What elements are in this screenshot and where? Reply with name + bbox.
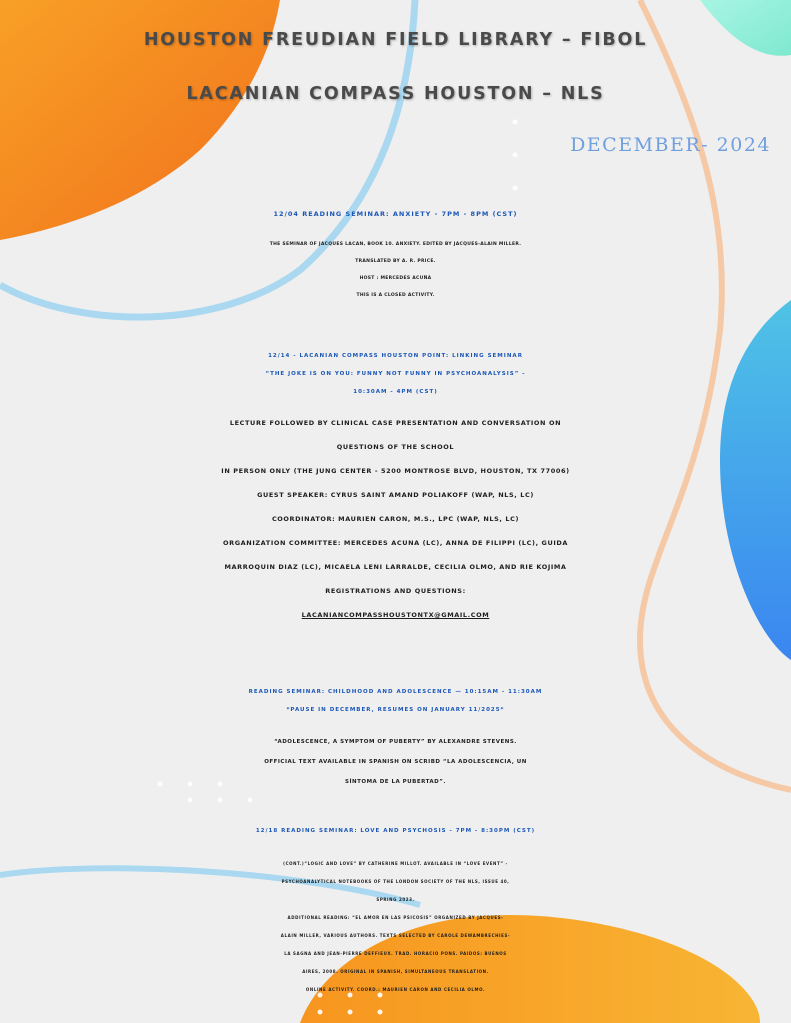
event-4-body-line: ALAIN MILLER, VARIOUS AUTHORS. TEXTS SELECTED BY CAROLE DEWAMBRECHIES- [280, 933, 511, 938]
event-3-heading-line: *PAUSE IN DECEMBER, RESUMES ON JANUARY 11/2025* [286, 707, 505, 713]
event-4-body-line: PSYCHOANALYTICAL NOTEBOOKS OF THE LONDON SOCIETY OF THE NLS, ISSUE 40, [281, 879, 510, 884]
event-4-heading-line: 12/18 READING SEMINAR: LOVE AND PSYCHOSIS - 7PM - 8:30PM (CST) [255, 828, 536, 834]
event-4-body-line: SPRING 2023. [376, 897, 415, 902]
event-2-body-line: LECTURE FOLLOWED BY CLINICAL CASE PRESENTATION AND CONVERSATION ON [229, 419, 562, 427]
event-4-body-line: ADDITIONAL READING: “EL AMOR EN LAS PSICOSIS” ORGANIZED BY JACQUES- [287, 915, 504, 920]
event-1-body-line: HOST : MERCEDES ACUÑA [359, 276, 432, 281]
event-3-body-line: “ADOLESCENCE, A SYMPTOM OF PUBERTY” BY ALEXANDRE STEVENS. [274, 739, 517, 745]
event-4-body-line: LA SAGNA AND JEAN-PIERRE DEFFIEUX. TRAD. HORACIO PONS. PAIDOS: BUENOS [284, 951, 507, 956]
event-2-heading-line: “THE JOKE IS ON YOU: FUNNY NOT FUNNY IN PSYCHOANALYSIS” - [265, 371, 526, 377]
event-1-heading [0, 205, 791, 224]
event-2-body-line: MARROQUIN DIAZ (LC), MICAELA LENI LARRALDE, CECILIA OLMO, AND RIE KOJIMA [224, 563, 567, 571]
event-3-heading-line: READING SEMINAR: CHILDHOOD AND ADOLESCENCE — 10:15AM - 11:30AM [248, 689, 543, 695]
contact-email-link[interactable]: LACANIANCOMPASSHOUSTONTX@GMAIL.COM [301, 611, 490, 619]
event-2-heading-line: 12/14 - LACANIAN COMPASS HOUSTON POINT: LINKING SEMINAR [268, 353, 523, 359]
event-2-body-line: GUEST SPEAKER: CYRUS SAINT AMAND POLIAKOFF (WAP, NLS, LC) [257, 491, 534, 499]
event-4-body-line: AIRES, 2008. ORIGINAL IN SPANISH, SIMULTANEOUS TRANSLATION. [302, 969, 489, 974]
event-4-body-line: (CONT.)“LOGIC AND LOVE” BY CATHERINE MILLOT. AVAILABLE IN “LOVE EVENT” - [283, 861, 508, 866]
event-3-heading [0, 683, 791, 719]
event-1-heading-line: 12/04 READING SEMINAR: ANXIETY - 7PM - 8PM (CST) [273, 210, 518, 218]
event-2-heading-line: 10:30AM - 4PM (CST) [353, 389, 438, 395]
event-1-body-line: TRANSLATED BY A. R. PRICE. [355, 259, 436, 264]
event-3-body-line: SÍNTOMA DE LA PUBERTAD”. [345, 779, 446, 785]
event-4-body-line: ONLINE ACTIVITY. COORD.: MAURIEN CARON AND CECILIA OLMO. [305, 987, 486, 992]
event-2-body-line: REGISTRATIONS AND QUESTIONS: [325, 587, 466, 595]
event-2-heading [0, 347, 791, 401]
event-1-body-line: THE SEMINAR OF JACQUES LACAN, BOOK 10. ANXIETY. EDITED BY JACQUES-ALAIN MILLER. [269, 242, 522, 247]
event-1-body-line: THIS IS A CLOSED ACTIVITY. [356, 293, 435, 298]
event-2-body-line: QUESTIONS OF THE SCHOOL [336, 443, 455, 451]
event-2-body-line: COORDINATOR: MAURIEN CARON, M.S., LPC (WAP, NLS, LC) [271, 515, 520, 523]
event-4-body [0, 855, 791, 999]
event-2-body [0, 411, 791, 627]
title-line-2: LACANIAN COMPASS HOUSTON – NLS [186, 84, 605, 104]
event-1-body [0, 236, 791, 304]
event-4-heading [0, 822, 791, 840]
title-line-1: HOUSTON FREUDIAN FIELD LIBRARY – FIBOL [143, 30, 648, 50]
event-3-body [0, 732, 791, 792]
event-3-body-line: OFFICIAL TEXT AVAILABLE IN SPANISH ON SCRIBD “LA ADOLESCENCIA, UN [264, 759, 527, 765]
event-2-body-line: IN PERSON ONLY (THE JUNG CENTER - 5200 MONTROSE BLVD, HOUSTON, TX 77006) [221, 467, 570, 475]
event-2-body-line: ORGANIZATION COMMITTEE: MERCEDES ACUNA (LC), ANNA DE FILIPPI (LC), GUIDA [223, 539, 568, 547]
date-label: DECEMBER- 2024 [570, 134, 771, 156]
